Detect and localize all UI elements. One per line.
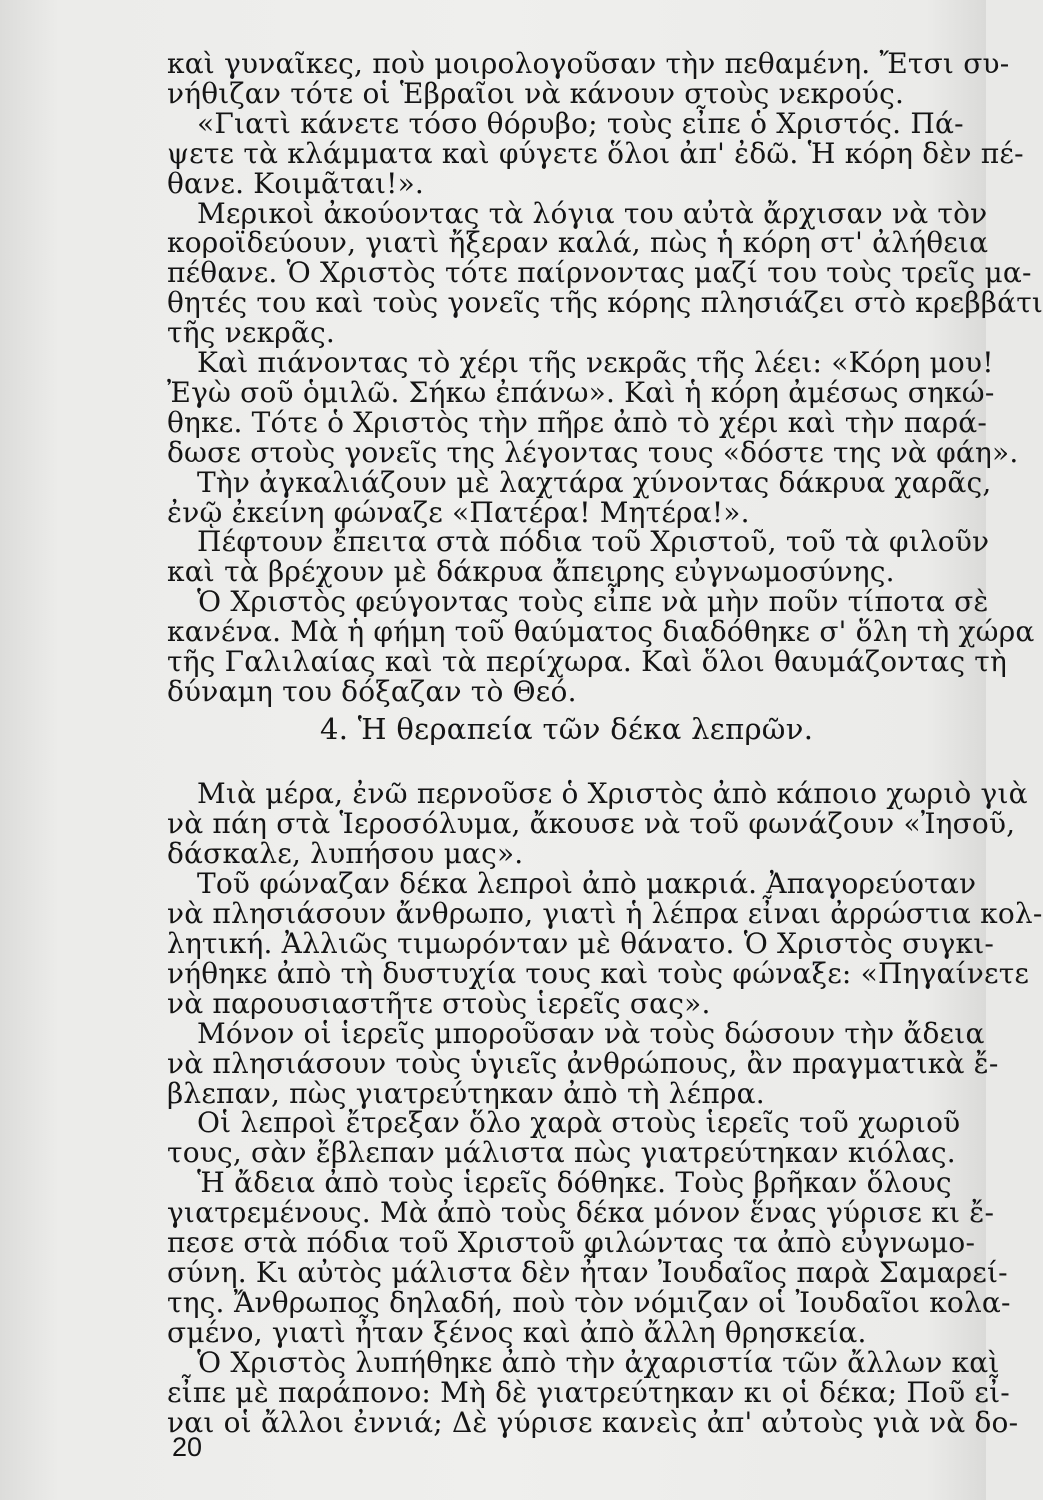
text-line: θανε. Κοιμᾶται!».: [167, 167, 425, 200]
text-line: δύναμη του δόξαζαν τὸ Θεό.: [167, 675, 577, 708]
text-line: τῆς νεκρᾶς.: [167, 316, 336, 349]
page-number: 20: [172, 1432, 203, 1462]
text-line: νὰ παρουσιαστῆτε στοὺς ἱερεῖς σας».: [167, 987, 711, 1020]
text-line: τους, σὰν ἔβλεπαν μάλιστα πὼς γιατρεύτηκαν κιόλας.: [167, 1136, 956, 1169]
text-line: Ὁ Χριστὸς λυπήθηκε ἀπὸ τὴν ἀχαριστία τῶν ἄλλων καὶ: [197, 1346, 1000, 1379]
text-line: πέθανε. Ὁ Χριστὸς τότε παίρνοντας μαζί του τοὺς τρεῖς μα-: [167, 256, 1032, 289]
text-line: Ὁ Χριστὸς φεύγοντας τοὺς εἶπε νὰ μὴν ποῦν τίποτα σὲ: [197, 585, 989, 618]
text-line: νήθιζαν τότε οἱ Ἑβραῖοι νὰ κάνουν στοὺς νεκρούς.: [167, 77, 905, 110]
text-line: «Γιατὶ κάνετε τόσο θόρυβο; τοὺς εἶπε ὁ Χριστός. Πά-: [197, 107, 964, 140]
text-line: κανένα. Μὰ ἡ φήμη τοῦ θαύματος διαδόθηκε σ' ὅλη τὴ χώρα: [167, 615, 1035, 648]
text-line: νὰ πλησιάσουν ἄνθρωπο, γιατὶ ἡ λέπρα εἶναι ἀρρώστια κολ-: [167, 897, 1043, 930]
text-line: της. Ἄνθρωπος δηλαδή, ποὺ τὸν νόμιζαν οἱ Ἰουδαῖοι κολα-: [167, 1286, 1011, 1319]
text-line: Καὶ πιάνοντας τὸ χέρι τῆς νεκρᾶς τῆς λέει: «Κόρη μου!: [197, 346, 994, 379]
text-line: Οἱ λεπροὶ ἔτρεξαν ὅλο χαρὰ στοὺς ἱερεῖς τοῦ χωριοῦ: [197, 1106, 961, 1139]
text-line: ναι οἱ ἄλλοι ἐννιά; Δὲ γύρισε κανεὶς ἀπ' αὐτοὺς γιὰ νὰ δο-: [167, 1406, 1019, 1439]
text-line: Ἐγὼ σοῦ ὁμιλῶ. Σήκω ἐπάνω». Καὶ ἡ κόρη ἀμέσως σηκώ-: [167, 376, 995, 409]
text-line: ἐνῷ ἐκείνη φώναζε «Πατέρα! Μητέρα!».: [167, 496, 750, 529]
text-line: νήθηκε ἀπὸ τὴ δυστυχία τους καὶ τοὺς φώναξε: «Πηγαίνετε: [167, 957, 1030, 990]
text-line: σύνη. Κι αὐτὸς μάλιστα δὲν ἦταν Ἰουδαῖος παρὰ Σαμαρεί-: [167, 1256, 1008, 1289]
text-line: εἶπε μὲ παράπονο: Μὴ δὲ γιατρεύτηκαν κι οἱ δέκα; Ποῦ εἶ-: [167, 1376, 1010, 1409]
text-line: κοροϊδεύουν, γιατὶ ἤξεραν καλά, πὼς ἡ κόρη στ' ἀλήθεια: [167, 226, 989, 259]
text-line: λητική. Ἀλλιῶς τιμωρόνταν μὲ θάνατο. Ὁ Χριστὸς συγκι-: [167, 927, 995, 960]
text-line: Τοῦ φώναζαν δέκα λεπροὶ ἀπὸ μακριά. Ἀπαγορεύοταν: [197, 867, 977, 900]
text-line: τῆς Γαλιλαίας καὶ τὰ περίχωρα. Καὶ ὅλοι θαυμάζοντας τὴ: [167, 645, 1007, 678]
text-line: Τὴν ἀγκαλιάζουν μὲ λαχτάρα χύνοντας δάκρυα χαρᾶς,: [197, 466, 992, 499]
text-line: γιατρεμένους. Μὰ ἀπὸ τοὺς δέκα μόνον ἕνας γύρισε κι ἔ-: [167, 1196, 995, 1229]
text-line: πεσε στὰ πόδια τοῦ Χριστοῦ φιλώντας τα ἀπὸ εὐγνωμο-: [167, 1226, 976, 1259]
section-heading: 4. Ἡ θεραπεία τῶν δέκα λεπρῶν.: [320, 712, 814, 746]
text-line: Μόνον οἱ ἱερεῖς μποροῦσαν νὰ τοὺς δώσουν τὴν ἄδεια: [197, 1017, 985, 1050]
text-line: καὶ γυναῖκες, ποὺ μοιρολογοῦσαν τὴν πεθαμένη. Ἔτσι συ-: [167, 47, 1010, 80]
text-line: Ἡ ἄδεια ἀπὸ τοὺς ἱερεῖς δόθηκε. Τοὺς βρῆκαν ὅλους: [197, 1166, 952, 1199]
text-line: νὰ πλησιάσουν τοὺς ὑγιεῖς ἀνθρώπους, ἂν πραγματικὰ ἔ-: [167, 1047, 999, 1080]
text-line: σμένο, γιατὶ ἦταν ξένος καὶ ἀπὸ ἄλλη θρησκεία.: [167, 1316, 867, 1349]
text-line: καὶ τὰ βρέχουν μὲ δάκρυα ἄπειρης εὐγνωμοσύνης.: [167, 555, 895, 588]
text-line: θητές του καὶ τοὺς γονεῖς τῆς κόρης πλησιάζει στὸ κρεββάτι: [167, 286, 1043, 319]
text-line: θηκε. Τότε ὁ Χριστὸς τὴν πῆρε ἀπὸ τὸ χέρι καὶ τὴν παρά-: [167, 406, 988, 439]
text-line: δάσκαλε, λυπήσου μας».: [167, 837, 524, 870]
text-line: δωσε στοὺς γονεῖς της λέγοντας τους «δόστε της νὰ φάη».: [167, 436, 1019, 469]
text-line: Μιὰ μέρα, ἐνῶ περνοῦσε ὁ Χριστὸς ἀπὸ κάποιο χωριὸ γιὰ: [197, 777, 1028, 810]
text-line: Πέφτουν ἔπειτα στὰ πόδια τοῦ Χριστοῦ, τοῦ τὰ φιλοῦν: [197, 525, 990, 558]
text-line: βλεπαν, πὼς γιατρεύτηκαν ἀπὸ τὴ λέπρα.: [167, 1077, 765, 1110]
text-line: Μερικοὶ ἀκούοντας τὰ λόγια του αὐτὰ ἄρχισαν νὰ τὸν: [197, 197, 988, 230]
text-line: νὰ πάη στὰ Ἱεροσόλυμα, ἄκουσε νὰ τοῦ φωνάζουν «Ἰησοῦ,: [167, 807, 1016, 840]
text-line: ψετε τὰ κλάμματα καὶ φύγετε ὅλοι ἀπ' ἐδῶ. Ἡ κόρη δὲν πέ-: [167, 137, 1024, 170]
